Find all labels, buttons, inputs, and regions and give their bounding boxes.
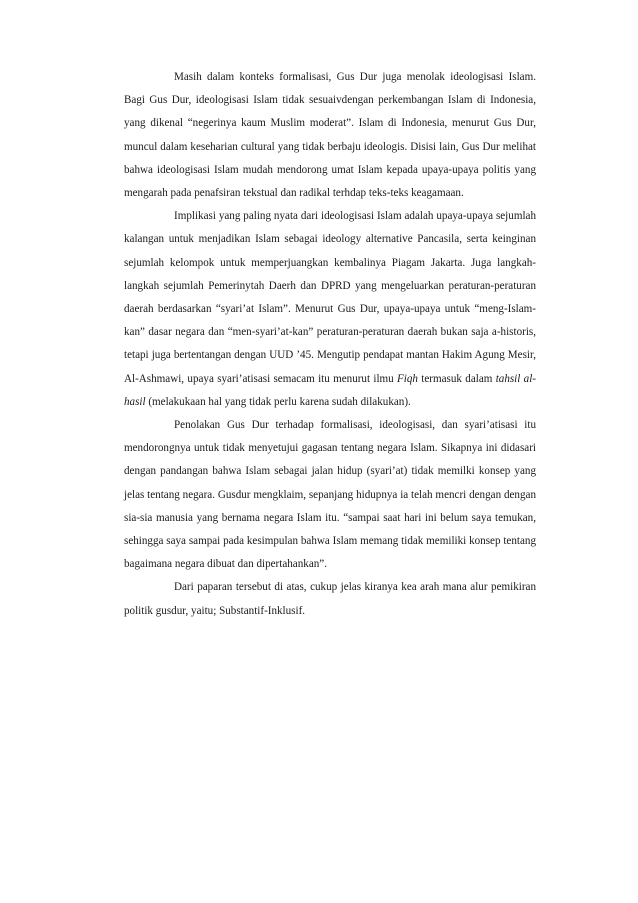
italic-term: tahsil al-hasil — [124, 372, 536, 408]
paragraph — [124, 414, 536, 576]
paragraph — [124, 66, 536, 205]
text-run: Masih dalam konteks formalisasi, Gus Dur juga menolak ideologisasi Islam. Bagi Gus Dur, ideologisasi Islam tidak sesuaivdengan perkembangan Islam di Indonesia, yang dikenal “negerinya kaum Muslim moderat”. Islam di Indonesia, menurut Gus Dur, muncul dalam keseharian cultural yang tidak berbaju ideologis. Disisi lain, Gus Dur melihat bahwa ideologisasi Islam mudah mendorong umat Islam kepada upaya-upaya politis yang mengarah pada penafsiran tekstual dan radikal terhdap teks-teks keagamaan. — [124, 71, 536, 200]
text-run: Implikasi yang paling nyata dari ideologisasi Islam adalah upaya-upaya sejumlah kalangan untuk menjadikan Islam sebagai ideology alternative Pancasila, serta keinginan sejumlah kelompok untuk memperjuangkan kembalinya Piagam Jakarta. Juga langkah-langkah sejumlah Pemerinytah Daerh dan DPRD yang mengeluarkan peraturan-peraturan daerah berdasarkan “syari’at Islam”. Menurut Gus Dur, upaya-upaya untuk “meng-Islam-kan” dasar negara dan “men-syari’at-kan” peraturan-peraturan daerah bukan saja a-historis, tetapi juga bertentangan dengan UUD ’45. Mengutip pendapat mantan Hakim Agung Mesir, Al-Ashmawi, upaya syari’atisasi semacam itu menurut ilmu — [124, 210, 536, 385]
italic-term: Fiqh — [397, 372, 418, 385]
text-run: (melakukaan hal yang tidak perlu karena sudah dilakukan). — [145, 395, 411, 408]
paragraph — [124, 576, 536, 622]
text-run: Dari paparan tersebut di atas, cukup jelas kiranya kea arah mana alur pemikiran politik gusdur, yaitu; Substantif-Inklusif. — [124, 581, 536, 617]
text-run: termasuk dalam — [417, 372, 496, 385]
paragraph — [124, 205, 536, 414]
body-text — [124, 66, 536, 623]
text-run: Penolakan Gus Dur terhadap formalisasi, ideologisasi, dan syari’atisasi itu mendorongnya untuk tidak menyetujui gagasan tentang negara Islam. Sikapnya ini didasari dengan pandangan bahwa Islam sebagai jalan hidup (syari’at) tidak memilki konsep yang jelas tentang negara. Gusdur mengklaim, sepanjang hidupnya ia telah mencri dengan dengan sia-sia manusia yang bernama negara Islam itu. “sampai saat hari ini belum saya temukan, sehingga saya sampai pada kesimpulan bahwa Islam memang tidak memiliki konsep tentang bagaimana negara dibuat dan dipertahankan”. — [124, 419, 536, 571]
